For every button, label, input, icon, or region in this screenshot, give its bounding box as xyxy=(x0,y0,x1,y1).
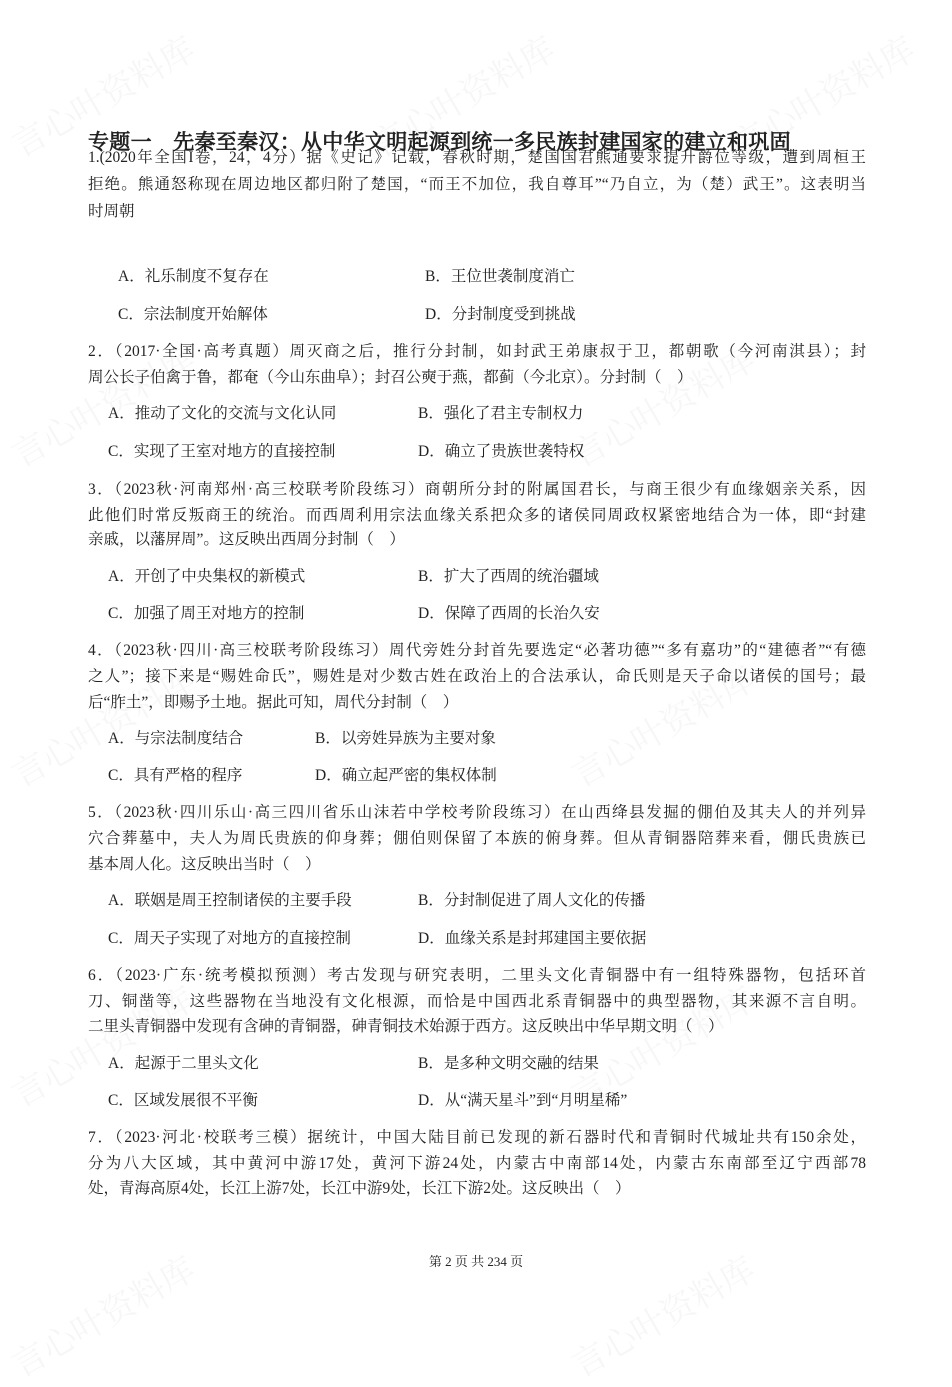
question-text-line: 7．（2023·河北·校联考三模）据统计，中国大陆目前已发现的新石器时代和青铜时代城址共有150余处， xyxy=(88,1129,866,1146)
question-text-line: 亲戚，以藩屏周”。这反映出西周分封制（ ） xyxy=(88,531,405,548)
option-c: C．周天子实现了对地方的直接控制 xyxy=(108,930,351,947)
question-text-line: 时周朝 xyxy=(88,203,135,220)
question-text-line: 此他们时常反叛商王的统治。而西周利用宗法血缘关系把众多的诸侯同周政权紧密地结合为一体，即“封建 xyxy=(88,507,866,524)
question-text-line: 处，青海高原4处，长江上游7处，长江中游9处，长江下游2处。这反映出（ ） xyxy=(88,1180,631,1197)
question-text-line: 二里头青铜器中发现有含砷的青铜器，砷青铜技术始源于西方。这反映出中华早期文明（ ） xyxy=(88,1018,724,1035)
page-number: 第 2 页 共 234 页 xyxy=(428,1254,524,1269)
option-b: B．强化了君主专制权力 xyxy=(418,405,584,422)
question-text-line: 分为八大区域，其中黄河中游17处，黄河下游24处，内蒙古中南部14处，内蒙古东南部至辽宁西部78 xyxy=(88,1155,866,1172)
question-text-line: 2．（2017·全国·高考真题）周灭商之后，推行分封制，如封武王弟康叔于卫，都朝歌（今河南淇县）；封 xyxy=(88,343,866,360)
option-d: D．确立起严密的集权体制 xyxy=(315,767,497,784)
question-text-line: 拒绝。熊通怒称现在周边地区都归附了楚国，“而王不加位，我自尊耳”“乃自立，为（楚）武王”。这表明当 xyxy=(88,176,866,193)
option-c: C．具有严格的程序 xyxy=(108,767,243,784)
option-c: C．实现了王室对地方的直接控制 xyxy=(108,443,336,460)
option-d: D．分封制度受到挑战 xyxy=(425,306,576,323)
option-d: D．从“满天星斗”到“月明星稀” xyxy=(418,1092,628,1109)
option-b: B．王位世袭制度消亡 xyxy=(425,268,575,285)
question-text-line: 基本周人化。这反映出当时（ ） xyxy=(88,856,321,873)
option-b: B．扩大了西周的统治疆域 xyxy=(418,568,599,585)
option-d: D．确立了贵族世袭特权 xyxy=(418,443,585,460)
option-a: A．开创了中央集权的新模式 xyxy=(108,568,306,585)
question-text-line: 之人”；接下来是“赐姓命氏”，赐姓是对少数古姓在政治上的合法承认，命氏则是天子命以诸侯的国号；最 xyxy=(88,668,866,685)
page-title: 专题一 先秦至秦汉：从中华文明起源到统一多民族封建国家的建立和巩固 xyxy=(88,130,791,154)
option-c: C．宗法制度开始解体 xyxy=(118,306,268,323)
question-text-line: 1.(2020年全国I卷，24，4分）据《史记》记载，春秋时期，楚国国君熊通要求提升爵位等级，遭到周桓王 xyxy=(88,149,866,166)
option-a: A．与宗法制度结合 xyxy=(108,730,244,747)
question-text-line: 3．（2023秋·河南郑州·高三校联考阶段练习）商朝所分封的附属国君长，与商王很少有血缘姻亲关系，因 xyxy=(88,481,866,498)
option-d: D．保障了西周的长治久安 xyxy=(418,605,600,622)
option-c: C．加强了周王对地方的控制 xyxy=(108,605,305,622)
question-text-line: 4．（2023秋·四川·高三校联考阶段练习）周代旁姓分封首先要选定“必著功德”“多有嘉功”的“建德者”“有德 xyxy=(88,642,866,659)
option-d: D．血缘关系是封邦建国主要依据 xyxy=(418,930,647,947)
option-a: A．联姻是周王控制诸侯的主要手段 xyxy=(108,892,352,909)
question-text-line: 穴合葬墓中，夫人为周氏贵族的仰身葬；倗伯则保留了本族的俯身葬。但从青铜器陪葬来看，倗氏贵族已 xyxy=(88,830,866,847)
option-a: A．礼乐制度不复存在 xyxy=(118,268,269,285)
option-b: B．是多种文明交融的结果 xyxy=(418,1055,599,1072)
question-text-line: 5．（2023秋·四川乐山·高三四川省乐山沫若中学校考阶段练习）在山西绛县发掘的倗伯及其夫人的并列异 xyxy=(88,804,866,821)
question-text-line: 刀、铜凿等，这些器物在当地没有文化根源，而恰是中国西北系青铜器中的典型器物，其来源不言自明。 xyxy=(88,993,866,1010)
option-a: A．推动了文化的交流与文化认同 xyxy=(108,405,337,422)
question-text-line: 后“胙土”，即赐予土地。据此可知，周代分封制（ ） xyxy=(88,694,459,711)
option-b: B．分封制促进了周人文化的传播 xyxy=(418,892,646,909)
question-text-line: 周公长子伯禽于鲁，都奄（今山东曲阜）；封召公奭于燕，都蓟（今北京）。分封制（ ） xyxy=(88,369,693,386)
option-b: B．以旁姓异族为主要对象 xyxy=(315,730,496,747)
option-a: A．起源于二里头文化 xyxy=(108,1055,259,1072)
question-text-line: 6．（2023·广东·统考模拟预测）考古发现与研究表明，二里头文化青铜器中有一组特殊器物，包括环首 xyxy=(88,967,866,984)
option-c: C．区域发展很不平衡 xyxy=(108,1092,258,1109)
